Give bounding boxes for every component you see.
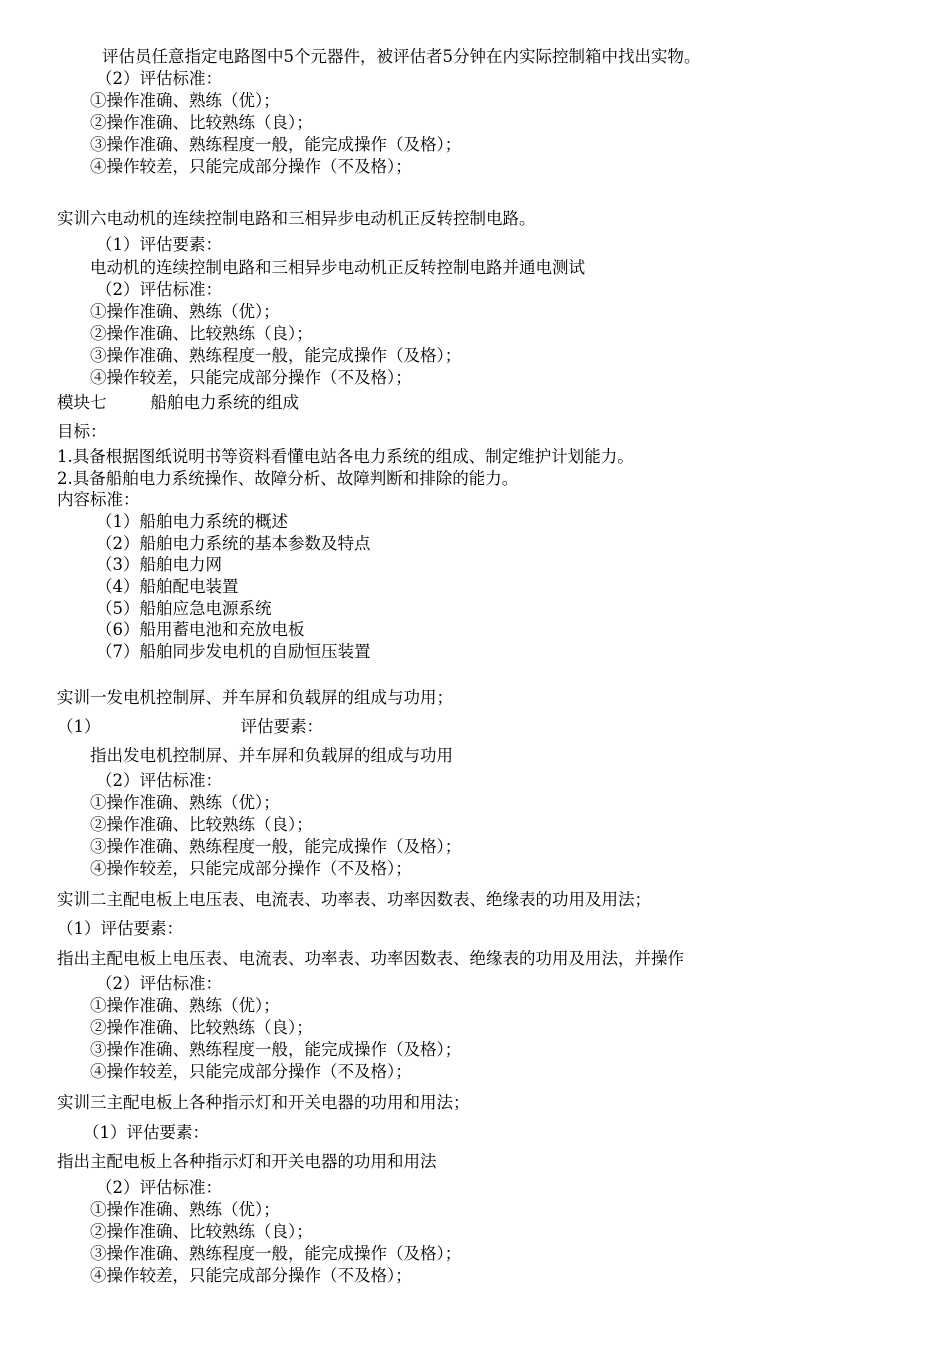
elements-heading: （1）评估要素： [57, 919, 183, 938]
training-1-title: 实训一发电机控制屏、并车屏和负载屏的组成与功用； [57, 688, 453, 707]
criteria-item-pass: ③操作准确、熟练程度一般，能完成操作（及格）； [90, 135, 462, 154]
elements-heading [57, 716, 323, 738]
criteria-item-fail: ④操作较差，只能完成部分操作（不及格）； [90, 368, 412, 387]
elements-heading: （1）评估要素： [96, 235, 222, 254]
criteria-item-good: ②操作准确、比较熟练（良）； [90, 1018, 313, 1037]
criteria-item-good: ②操作准确、比较熟练（良）； [90, 1222, 313, 1241]
criteria-item-good: ②操作准确、比较熟练（良）； [90, 113, 313, 132]
objectives-heading: 目标： [57, 422, 107, 441]
criteria-item-excellent: ①操作准确、熟练（优）； [90, 996, 280, 1015]
criteria-item-good: ②操作准确、比较熟练（良）； [90, 815, 313, 834]
criteria-item-excellent: ①操作准确、熟练（优）； [90, 1200, 280, 1219]
objective-item-1: 1.具备根据图纸说明书等资料看懂电站各电力系统的组成、制定维护计划能力。 [57, 447, 634, 466]
paragraph-evaluator-instruction: 评估员任意指定电路图中5个元器件，被评估者5分钟在内实际控制箱中找出实物。 [102, 47, 701, 66]
criteria-item-pass: ③操作准确、熟练程度一般，能完成操作（及格）； [90, 1244, 462, 1263]
elements-label: 评估要素： [240, 717, 323, 736]
module-title: 船舶电力系统的组成 [150, 393, 299, 412]
criteria-item-fail: ④操作较差，只能完成部分操作（不及格）； [90, 859, 412, 878]
criteria-item-pass: ③操作准确、熟练程度一般，能完成操作（及格）； [90, 346, 462, 365]
elements-heading: （1）评估要素： [83, 1123, 209, 1142]
module-7-heading [57, 392, 299, 414]
content-item-2: （2）船舶电力系统的基本参数及特点 [96, 534, 371, 553]
training-6-title: 实训六电动机的连续控制电路和三相异步电动机正反转控制电路。 [57, 209, 536, 228]
elements-text: 指出发电机控制屏、并车屏和负载屏的组成与功用 [90, 746, 453, 765]
elements-text: 指出主配电板上电压表、电流表、功率表、功率因数表、绝缘表的功用及用法，并操作 [57, 949, 684, 968]
criteria-item-excellent: ①操作准确、熟练（优）； [90, 91, 280, 110]
elements-text: 电动机的连续控制电路和三相异步电动机正反转控制电路并通电测试 [90, 258, 585, 277]
criteria-item-excellent: ①操作准确、熟练（优）； [90, 793, 280, 812]
criteria-item-fail: ④操作较差，只能完成部分操作（不及格）； [90, 1062, 412, 1081]
content-item-5: （5）船舶应急电源系统 [96, 599, 272, 618]
training-3-title: 实训三主配电板上各种指示灯和开关电器的功用和用法； [57, 1093, 470, 1112]
criteria-heading: （2）评估标准： [96, 69, 222, 88]
criteria-item-pass: ③操作准确、熟练程度一般，能完成操作（及格）； [90, 1040, 462, 1059]
elements-number: （1） [57, 717, 101, 736]
criteria-item-fail: ④操作较差，只能完成部分操作（不及格）； [90, 157, 412, 176]
training-2-title: 实训二主配电板上电压表、电流表、功率表、功率因数表、绝缘表的功用及用法； [57, 890, 651, 909]
elements-text: 指出主配电板上各种指示灯和开关电器的功用和用法 [57, 1152, 437, 1171]
content-item-7: （7）船舶同步发电机的自励恒压装置 [96, 642, 371, 661]
criteria-heading: （2）评估标准： [96, 280, 222, 299]
content-item-3: （3）船舶电力网 [96, 555, 222, 574]
criteria-heading: （2）评估标准： [96, 974, 222, 993]
criteria-heading: （2）评估标准： [96, 771, 222, 790]
module-number: 模块七 [57, 393, 107, 412]
content-item-6: （6）船用蓄电池和充放电板 [96, 620, 305, 639]
criteria-heading: （2）评估标准： [96, 1178, 222, 1197]
objective-item-2: 2.具备船舶电力系统操作、故障分析、故障判断和排除的能力。 [57, 469, 519, 488]
content-standards-heading: 内容标准： [57, 490, 140, 509]
criteria-item-excellent: ①操作准确、熟练（优）； [90, 302, 280, 321]
criteria-item-pass: ③操作准确、熟练程度一般，能完成操作（及格）； [90, 837, 462, 856]
content-item-4: （4）船舶配电装置 [96, 577, 239, 596]
criteria-item-fail: ④操作较差，只能完成部分操作（不及格）； [90, 1266, 412, 1285]
content-item-1: （1）船舶电力系统的概述 [96, 512, 288, 531]
criteria-item-good: ②操作准确、比较熟练（良）； [90, 324, 313, 343]
